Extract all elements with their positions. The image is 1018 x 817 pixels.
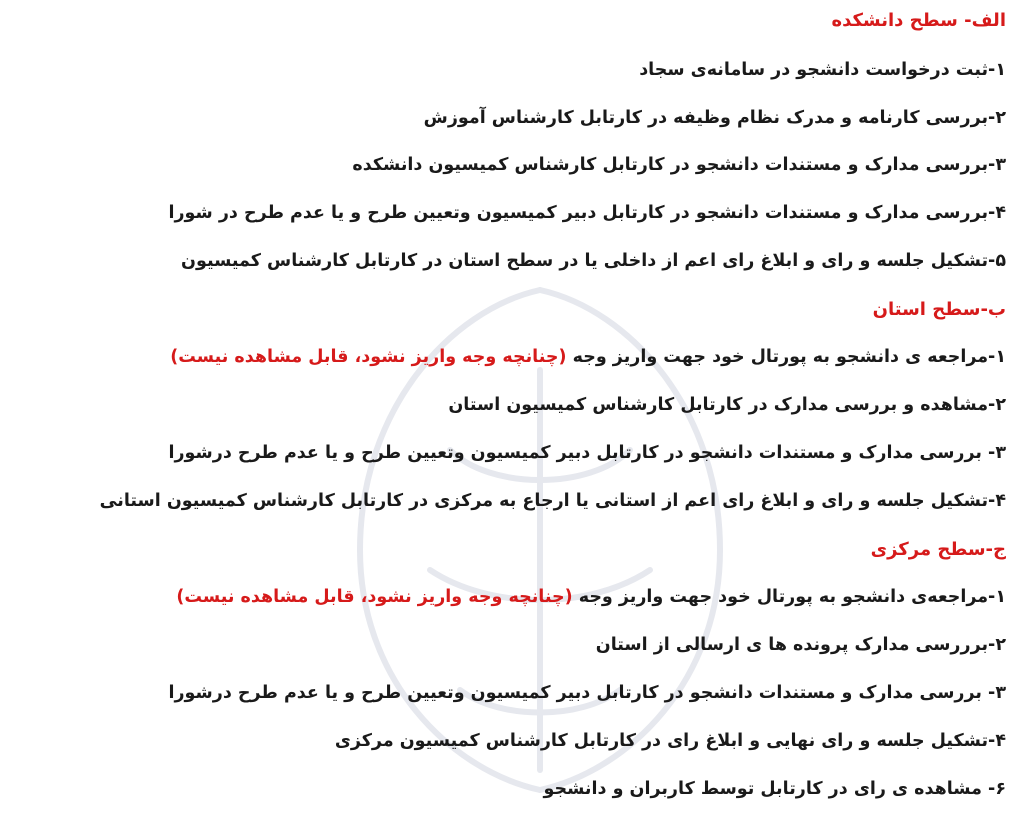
section-heading-province: ب-سطح استان [872,299,1006,320]
list-item: ۳-بررسی مدارک و مستندات دانشجو در کارتابل کارشناس کمیسیون دانشکده [352,155,1006,175]
list-item [170,349,1006,367]
list-item: ۱-ثبت درخواست دانشجو در سامانه‌ی سجاد [639,60,1006,80]
section-heading-faculty: الف- سطح دانشکده [831,10,1006,31]
list-item: ۴-تشکیل جلسه و رای نهایی و ابلاغ رای در کارتابل کارشناس کمیسیون مرکزی [334,731,1006,751]
list-item: ۲-مشاهده و بررسی مدارک در کارتابل کارشناس کمیسیون استان [448,395,1006,415]
list-item-text: ۱-مراجعه‌ی دانشجو به پورتال خود جهت واریز وجه [572,587,1006,607]
watermark-emblem-icon [300,250,780,810]
list-item: ۵-تشکیل جلسه و رای و ابلاغ رای اعم از داخلی یا در سطح استان در کارتابل کارشناس کمیسیون [181,251,1006,271]
list-item: ۴-بررسی مدارک و مستندات دانشجو در کارتابل دبیر کمیسیون وتعیین طرح و یا عدم طرح در شورا [168,203,1006,223]
list-item: ۲-برررسی مدارک پرونده ها ی ارسالی از استان [595,635,1006,655]
payment-note: (چنانچه وجه واریز نشود، قابل مشاهده نیست) [176,587,573,607]
list-item: ۲-بررسی کارنامه و مدرک نظام وظیفه در کارتابل کارشناس آموزش [423,108,1006,128]
list-item [176,589,1006,607]
list-item-text: ۱-مراجعه ی دانشجو به پورتال خود جهت واریز وجه [566,347,1006,367]
payment-note: (چنانچه وجه واریز نشود، قابل مشاهده نیست) [170,347,567,367]
list-item: ۶- مشاهده ی رای در کارتابل توسط کاربران و دانشجو [543,779,1006,799]
list-item: ۴-تشکیل جلسه و رای و ابلاغ رای اعم از استانی یا ارجاع به مرکزی در کارتابل کارشناس کمیسیون استانی [99,491,1006,511]
list-item: ۳- بررسی مدارک و مستندات دانشجو در کارتابل دبیر کمیسیون وتعیین طرح و یا عدم طرح درشورا [168,443,1006,463]
list-item: ۳- بررسی مدارک و مستندات دانشجو در کارتابل دبیر کمیسیون وتعیین طرح و یا عدم طرح درشورا [168,683,1006,703]
section-heading-central: ج-سطح مرکزی [870,539,1006,560]
